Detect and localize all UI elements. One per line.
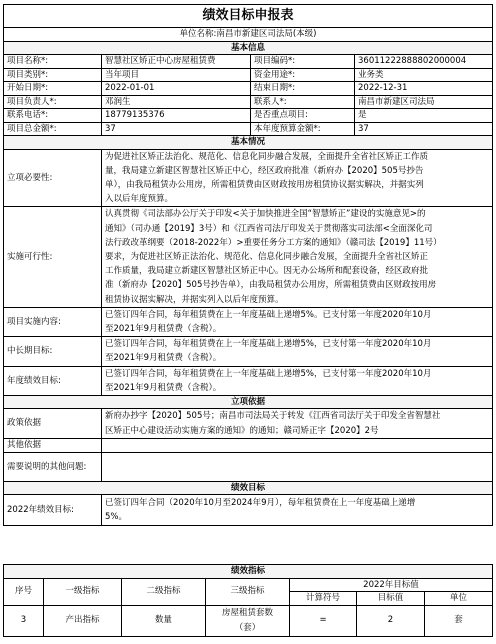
phone-value: 18779135376 [102,109,251,123]
text-line: 通知》（司办通【2019】3号）和《江西省司法厅印发关于贯彻落实司法部<全面深化司 [105,223,433,234]
necessity-label: 立项必要性: [4,149,102,207]
contact-value: 南昌市新建区司法局 [355,95,493,109]
text-line: 为促进社区矫正法治化、规范化、信息化同步融合发展，全面提升全省社区矫正工作质 [105,151,429,162]
text-line: 准（新府办【2020】505号抄告单），由我局租赁办公用房，所需租赁费由区财政按用房 [105,280,437,291]
budget-amount-value: 37 [355,122,493,136]
header-seq: 序号 [4,578,44,605]
project-type-label: 项目类别*: [4,68,102,82]
note-label: 需要说明的其他问题: [4,452,102,481]
text-line: 认真贯彻《司法部办公厅关于印发<关于加快推进全国“智慧矫正”建设的实施意见>的 [105,209,426,220]
project-code-value: 36011222888802000004 [355,55,493,69]
end-date-value: 2022-12-31 [355,82,493,96]
feasibility-label: 实施可行性: [4,207,102,307]
key-project-value: 是 [355,109,493,123]
contact-label: 联系人*: [251,95,355,109]
text-line: 至2021年9月租赁费（含税）。 [105,323,222,334]
text-line: （套） [234,622,261,633]
row-value: 2 [357,605,425,636]
text-line: 房屋租赁套数 [221,608,273,619]
phone-label: 联系电话*: [4,109,102,123]
header-level3: 三级指标 [206,578,290,605]
fund-use-label: 资金用途*: [251,68,355,82]
text-line: 租赁协议据实解决，并据实列入以后年度预算。 [105,294,284,305]
other-basis-value [102,438,493,452]
row-level3 [206,605,290,636]
start-date-label: 开始日期*: [4,82,102,96]
key-project-label: 是否重点项目: [251,109,355,123]
row-seq: 3 [4,605,44,636]
midterm-label: 中长期目标: [4,337,102,366]
header-level2: 二级指标 [122,578,206,605]
text-line: 已签订四年合同，每年租赁费在上一年度基础上递增5%，已支付第一年度2020年10月 [105,368,432,379]
section-performance: 绩效目标 [4,481,493,495]
policy-basis-label: 政策依据 [4,409,102,438]
content-text [102,307,493,336]
leader-value: 邓润生 [102,95,251,109]
indicator-section-title: 绩效指标 [4,565,493,579]
end-date-label: 结束日期*: [251,82,355,96]
table-row [4,605,493,636]
perf-2022-text [102,495,493,526]
text-line: 5%。 [105,512,127,523]
start-date-value: 2022-01-01 [102,82,251,96]
content-label: 项目实施内容: [4,307,102,336]
text-line: 新府办抄字【2020】505号；南昌市司法局关于转发《江西省司法厅关于印发全省智慧社 [105,411,441,422]
text-line: 至2021年9月租赁费（含税）。 [105,353,222,364]
section-basic-situation: 基本情况 [4,136,493,150]
annual-goal-label: 年度绩效目标: [4,366,102,395]
row-symbol: = [290,605,357,636]
feasibility-text [102,207,493,307]
text-line: 法行政改革纲要（2018-2022年）>重要任务分工方案的通知》（赣司法【2019】11号） [105,237,442,248]
section-basic-info: 基本信息 [4,41,493,55]
text-line: 已签订四年合同，每年租赁费在上一年度基础上递增5%，已支付第一年度2020年10月 [105,339,432,350]
header-symbol: 计算符号 [290,592,357,606]
project-code-label: 项目编码*: [251,55,355,69]
header-unit: 单位 [425,592,493,606]
fund-use-value: 业务类 [355,68,493,82]
text-line: 要求，为促进社区矫正法治化、规范化、信息化同步融合发展，全面提升全省社区矫正 [105,251,429,262]
text-line: 已签订四年合同，每年租赁费在上一年度基础上递增5%。已支付第一年度2020年10月 [105,309,432,320]
section-basis: 立项依据 [4,395,493,409]
total-amount-value: 37 [102,122,251,136]
header-target-group: 2022年目标值 [290,578,493,592]
midterm-text [102,337,493,366]
performance-form-table [3,4,493,526]
row-level1: 产出指标 [44,605,122,636]
text-line: 至2021年9月租赁费（含税）。 [105,382,222,393]
project-name-label: 项目名称*: [4,55,102,69]
text-line: 工作质量，我局建立新建区智慧社区矫正中心。因无办公场所和配套设备，经区政府批 [105,266,429,277]
text-line: 单），由我局租赁办公用房，所需租赁费由区财政按用房租赁协议据实解决，并据实列 [105,179,424,190]
policy-basis-text [102,409,493,438]
annual-goal-text [102,366,493,395]
project-type-value: 当年项目 [102,68,251,82]
necessity-text [102,149,493,207]
project-name-value: 智慧社区矫正中心房屋租赁费 [102,55,251,69]
text-line: 入以后年度预算。 [105,194,174,205]
form-title: 绩效目标申报表 [4,5,493,28]
text-line: 量，我局建立新建区智慧社区矫正中心，经区政府批准（新府办【2020】505号抄告 [105,165,424,176]
indicator-table [3,564,493,637]
note-value [102,452,493,481]
other-basis-label: 其他依据 [4,438,102,452]
budget-amount-label: 本年度预算金额*: [251,122,355,136]
header-value: 目标值 [357,592,425,606]
header-level1: 一级指标 [44,578,122,605]
row-unit: 套 [425,605,493,636]
text-line: 区矫正中心建设活动实施方案的通知》的通知；赣司矫正字【2020】2号 [105,425,379,436]
text-line: 已签订四年合同（2020年10月至2024年9月），每年租赁费在上一年度基础上递增 [105,498,416,509]
perf-2022-label: 2022年绩效目标: [4,495,102,526]
leader-label: 项目负责人*: [4,95,102,109]
row-level2: 数量 [122,605,206,636]
unit-name: 单位名称:南昌市新建区司法局(本级) [4,28,493,42]
total-amount-label: 项目总金额*: [4,122,102,136]
